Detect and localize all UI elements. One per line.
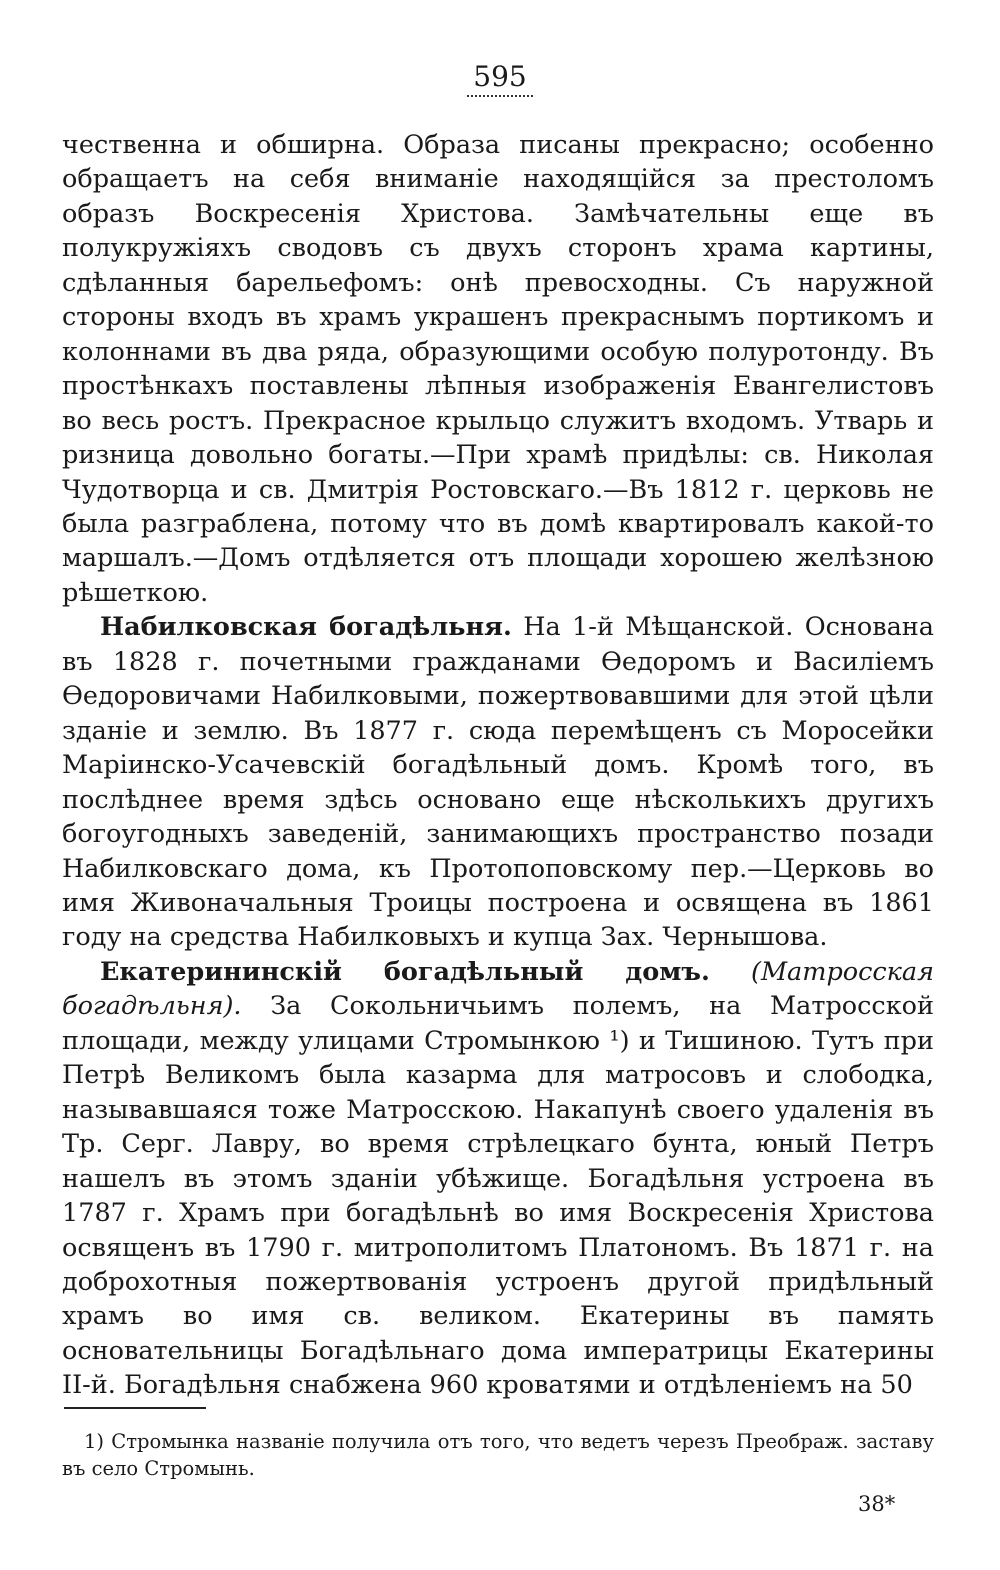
signature-mark: 38* — [858, 1492, 896, 1516]
footnote-rule — [64, 1407, 206, 1409]
section-heading: Екатерининскій богадѣльный домъ. — [100, 956, 710, 987]
page-number: 595 — [0, 62, 1000, 92]
section-heading: Набилковская богадѣльня. — [100, 612, 512, 643]
heading-spacer — [710, 957, 751, 987]
paragraph-text: На 1-й Мѣщанской. Основана въ 1828 г. почетными гражданами Ѳедоромъ и Василіемъ Ѳедоровичами Набилковыми, пожертвовавшими для этой цѣли зданіе и землю. Въ 1877 г. сюда перемѣщенъ съ Моросейки Маріинско-Усачевскій богадѣльный домъ. Кромѣ того, въ послѣднее время здѣсь основано еще нѣсколькихъ другихъ богоугодныхъ заведеній, занимающихъ пространство позади Набилковскаго дома, къ Протопоповскому пер.—Церковь во имя Живоначальныя Троицы построена и освящена въ 1861 году на средства Набилковыхъ и купца Зах. Чернышова. — [62, 612, 934, 953]
paragraph-ekaterininsky-almshouse — [62, 955, 934, 1403]
paragraph-nabilkov-almshouse — [62, 610, 934, 955]
footnote: 1) Стромынка названіе получила отъ того, что ведетъ черезъ Преображ. заставу въ село Стромынь. — [62, 1430, 934, 1480]
section-alt-name: (Матросская богадѣльня). — [62, 956, 934, 1022]
paragraph-text: чественна и обширна. Образа писаны прекрасно; особенно обращаетъ на себя вниманіе находящійся за престоломъ образъ Воскресенія Христова. Замѣчательны еще въ полукружіяхъ сводовъ съ двухъ сторонъ храма картины, сдѣланныя барельефомъ: онѣ превосходны. Съ наружной стороны входъ въ храмъ украшенъ прекраснымъ портикомъ и колоннами въ два ряда, образующими особую полуротонду. Въ простѣнкахъ поставлены лѣпныя изображенія Евангелистовъ во весь ростъ. Прекрасное крыльцо служитъ входомъ. Утварь и ризница довольно богаты.—При храмѣ придѣлы: св. Николая Чудотворца и св. Дмитрія Ростовскаго.—Въ 1812 г. церковь не была разграблена, потому что въ домѣ квартировалъ какой-то маршалъ.—Домъ отдѣляется отъ площади хорошею желѣзною рѣшеткою. — [62, 130, 934, 608]
paragraph-text: За Сокольничьимъ полемъ, на Матросской площади, между улицами Стромынкою ¹) и Тишиною. Тутъ при Петрѣ Великомъ была казарма для матросовъ и слободка, называвшаяся тоже Матросскою. Накапунѣ своего удаленія въ Тр. Серг. Лавру, во время стрѣлецкаго бунта, юный Петръ нашелъ въ этомъ зданіи убѣжище. Богадѣльня устроена въ 1787 г. Храмъ при богадѣльнѣ во имя Воскресенія Христова освященъ въ 1790 г. митрополитомъ Платономъ. Въ 1871 г. на доброхотныя пожертвованія устроенъ другой придѣльный храмъ во имя св. великом. Екатерины въ память основательницы Богадѣльнаго дома императрицы Екатерины II-й. Богадѣльня снабжена 960 кроватями и отдѣленіемъ на 50 — [62, 991, 934, 1401]
main-text — [62, 128, 934, 1403]
paragraph-church-description — [62, 128, 934, 610]
